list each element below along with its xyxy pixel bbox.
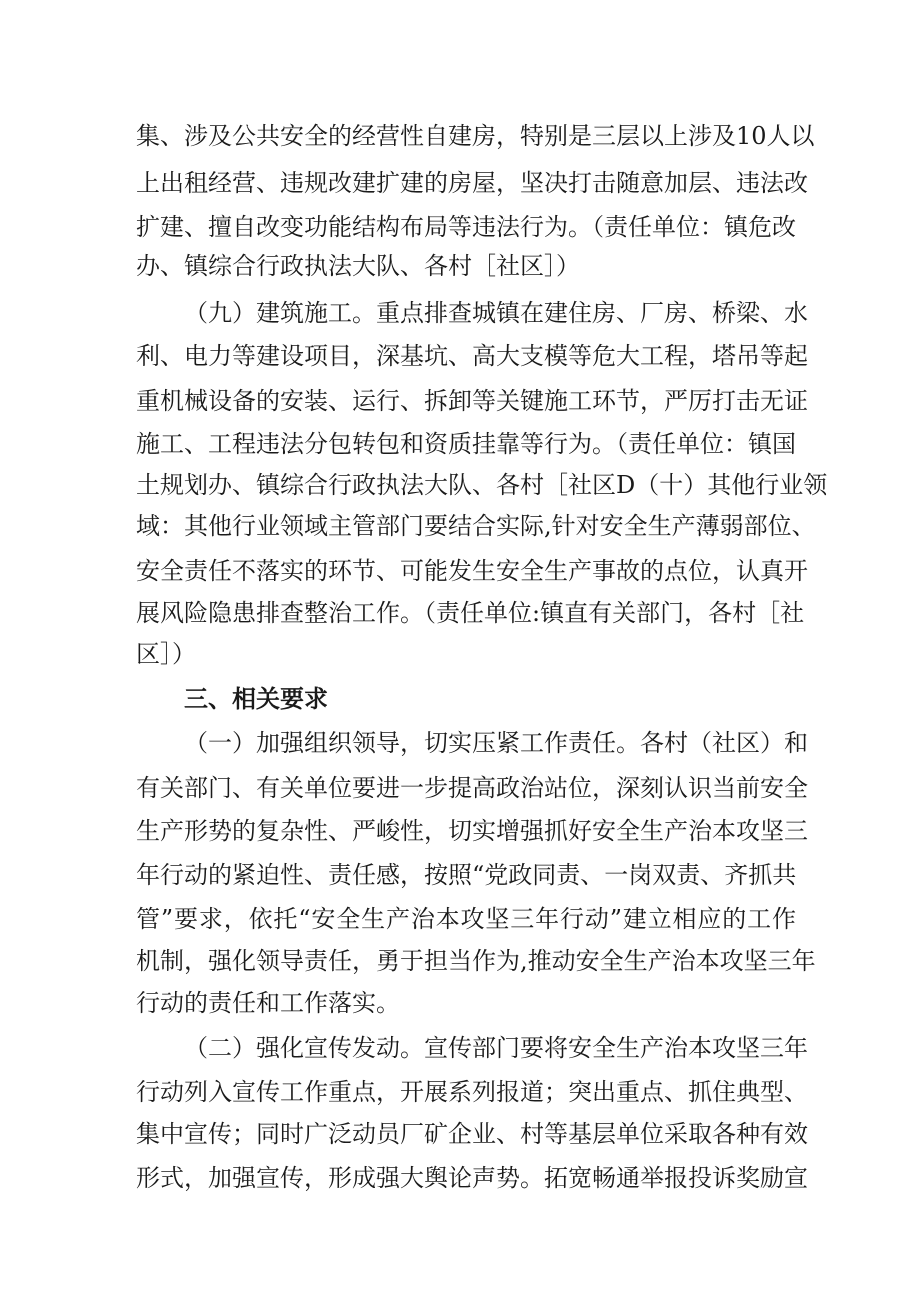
text-line: 扩建、擅自改变功能结构布局等违法行为。（责任单位：镇危改 (136, 213, 796, 241)
text-line: 区］） (136, 640, 196, 668)
paragraph-first-line: （一）加强组织领导，切实压紧工作责任。各村（社区）和 (184, 729, 808, 757)
text-line: 行动列入宣传工作重点，开展系列报道；突出重点、抓住典型、 (136, 1078, 808, 1106)
paragraph-first-line: （二）强化宣传发动。宣传部门要将安全生产治本攻坚三年 (184, 1034, 808, 1062)
text-line: 年行动的紧迫性、责任感，按照“党政同责、一岗双责、齐抓共 (136, 861, 797, 889)
text-line: 集中宣传；同时广泛动员厂矿企业、村等基层单位采取各种有效 (136, 1120, 808, 1148)
text-line: 上出租经营、违规改建扩建的房屋，坚决打击随意加层、违法改 (136, 169, 808, 197)
text-line: 域：其他行业领域主管部门要结合实际,针对安全生产薄弱部位、 (136, 512, 816, 540)
paragraph-first-line: （九）建筑施工。重点排查城镇在建住房、厂房、桥梁、水 (184, 299, 808, 327)
text-line: 机制，强化领导责任，勇于担当作为,推动安全生产治本攻坚三年 (136, 947, 816, 975)
text-line: 办、镇综合行政执法大队、各村［社区］） (136, 252, 580, 280)
text-line: 有关部门、有关单位要进一步提高政治站位，深刻认识当前安全 (136, 774, 808, 802)
text-line: 管”要求，依托“安全生产治本攻坚三年行动”建立相应的工作 (136, 905, 796, 933)
text-line: 土规划办、镇综合行政执法大队、各村［社区D（十）其他行业领 (136, 471, 828, 499)
text-line: 生产形势的复杂性、严峻性，切实增强抓好安全生产治本攻坚三 (136, 817, 808, 845)
text-line: 施工、工程违法分包转包和资质挂靠等行为。（责任单位：镇国 (136, 430, 796, 458)
text-line: 安全责任不落实的环节、可能发生安全生产事故的点位，认真开 (136, 557, 808, 585)
text-line: 形式，加强宣传，形成强大舆论声势。拓宽畅通举报投诉奖励宣 (136, 1164, 808, 1192)
text-line: 利、电力等建设项目，深基坑、高大支模等危大工程，塔吊等起 (136, 342, 808, 370)
text-line: 集、涉及公共安全的经营性自建房，特别是三层以上涉及10人以 (136, 122, 815, 150)
section-heading: 三、相关要求 (184, 685, 328, 713)
text-line: 展风险隐患排查整治工作。（责任单位:镇直有关部门，各村［社 (136, 599, 805, 627)
text-line: 重机械设备的安装、运行、拆卸等关键施工环节，严厉打击无证 (136, 387, 808, 415)
text-line: 行动的责任和工作落实。 (136, 989, 400, 1017)
